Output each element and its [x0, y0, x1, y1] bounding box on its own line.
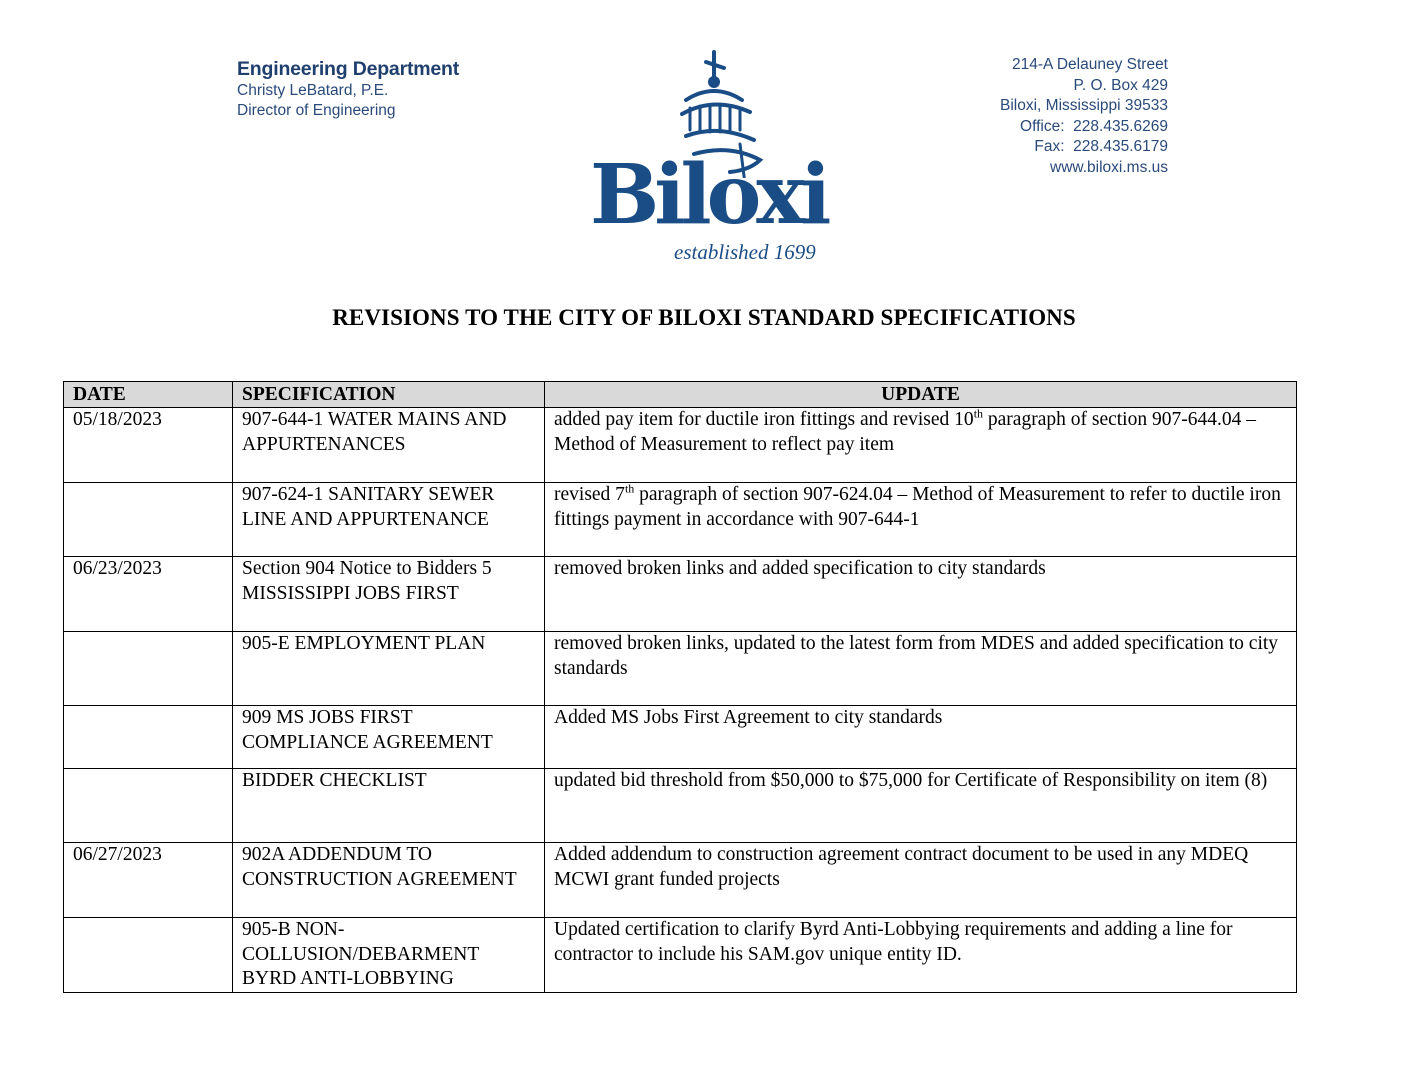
row-update	[545, 632, 1297, 706]
row-date: 05/18/2023	[64, 408, 233, 483]
update-text: removed broken links and added specification to city standards	[554, 558, 1046, 579]
city-state-zip: Biloxi, Mississippi 39533	[1000, 97, 1168, 115]
table-row	[64, 769, 1297, 843]
row-specification: BIDDER CHECKLIST	[233, 769, 545, 843]
row-update	[545, 706, 1297, 769]
street-address: 214-A Delauney Street	[1012, 56, 1168, 73]
website-link[interactable]: www.biloxi.ms.us	[1050, 158, 1168, 176]
update-text: updated bid threshold from $50,000 to $75,000 for Certificate of Responsibility on item (8)	[554, 770, 1268, 791]
ordinal-suffix: th	[973, 406, 984, 421]
header-date: DATE	[64, 382, 233, 408]
revisions-table	[63, 381, 1297, 993]
contact-block	[1000, 55, 1168, 179]
table-row	[64, 632, 1297, 706]
table-row	[64, 557, 1297, 632]
director-name: Christy LeBatard, P.E.	[237, 82, 389, 99]
row-date	[64, 483, 233, 557]
table-row	[64, 706, 1297, 769]
logo-wordmark: Biloxi	[590, 147, 827, 243]
row-date: 06/23/2023	[64, 557, 233, 632]
update-text-cont: paragraph of section 907-644.04 – Method of Measurement to reflect pay item	[554, 409, 1256, 455]
row-update	[545, 918, 1297, 993]
row-specification: Section 904 Notice to Bidders 5 MISSISSIPPI JOBS FIRST	[233, 557, 545, 632]
row-specification: 907-624-1 SANITARY SEWER LINE AND APPURTENANCE	[233, 483, 545, 557]
table-row	[64, 408, 1297, 483]
update-text: Updated certification to clarify Byrd Anti-Lobbying requirements and adding a line for contractor to include his SAM.gov unique entity ID.	[554, 919, 1233, 965]
row-update	[545, 843, 1297, 918]
row-update	[545, 483, 1297, 557]
letterhead-left	[237, 57, 459, 121]
row-date	[64, 706, 233, 769]
office-phone: Office: 228.435.6269	[1020, 117, 1168, 135]
row-specification: 905-B NON-COLLUSION/DEBARMENT BYRD ANTI-LOBBYING	[233, 918, 545, 993]
row-specification: 905-E EMPLOYMENT PLAN	[233, 632, 545, 706]
row-date	[64, 918, 233, 993]
update-text-cont: paragraph of section 907-624.04 – Method of Measurement to refer to ductile iron fittings payment in accordance with 907-644-1	[554, 484, 1281, 530]
table-row	[64, 483, 1297, 557]
row-date: 06/27/2023	[64, 843, 233, 918]
fax-number: Fax: 228.435.6179	[1034, 138, 1168, 156]
row-specification: 907-644-1 WATER MAINS AND APPURTENANCES	[233, 408, 545, 483]
row-date	[64, 632, 233, 706]
header-update: UPDATE	[545, 382, 1297, 408]
table-header-row	[64, 382, 1297, 408]
table-row	[64, 843, 1297, 918]
update-text: Added MS Jobs First Agreement to city standards	[554, 707, 943, 728]
update-text: revised 7	[554, 484, 625, 505]
logo-tagline: established 1699	[674, 240, 816, 264]
row-update	[545, 769, 1297, 843]
po-box: P. O. Box 429	[1073, 76, 1168, 94]
update-text: removed broken links, updated to the latest form from MDES and added specification to city standards	[554, 633, 1279, 679]
row-update	[545, 557, 1297, 632]
row-specification: 902A ADDENDUM TO CONSTRUCTION AGREEMENT	[233, 843, 545, 918]
row-date	[64, 769, 233, 843]
biloxi-logo	[590, 48, 827, 268]
table-row	[64, 918, 1297, 993]
update-text: added pay item for ductile iron fittings and revised 10	[554, 409, 974, 430]
document-title: REVISIONS TO THE CITY OF BILOXI STANDARD SPECIFICATIONS	[332, 305, 1076, 330]
ordinal-suffix: th	[624, 481, 635, 496]
update-text: Added addendum to construction agreement contract document to be used in any MDEQ MCWI grant funded projects	[554, 844, 1249, 890]
row-update	[545, 408, 1297, 483]
director-title: Director of Engineering	[237, 102, 396, 119]
row-specification: 909 MS JOBS FIRST COMPLIANCE AGREEMENT	[233, 706, 545, 769]
department-name: Engineering Department	[237, 58, 460, 80]
header-specification: SPECIFICATION	[233, 382, 545, 408]
